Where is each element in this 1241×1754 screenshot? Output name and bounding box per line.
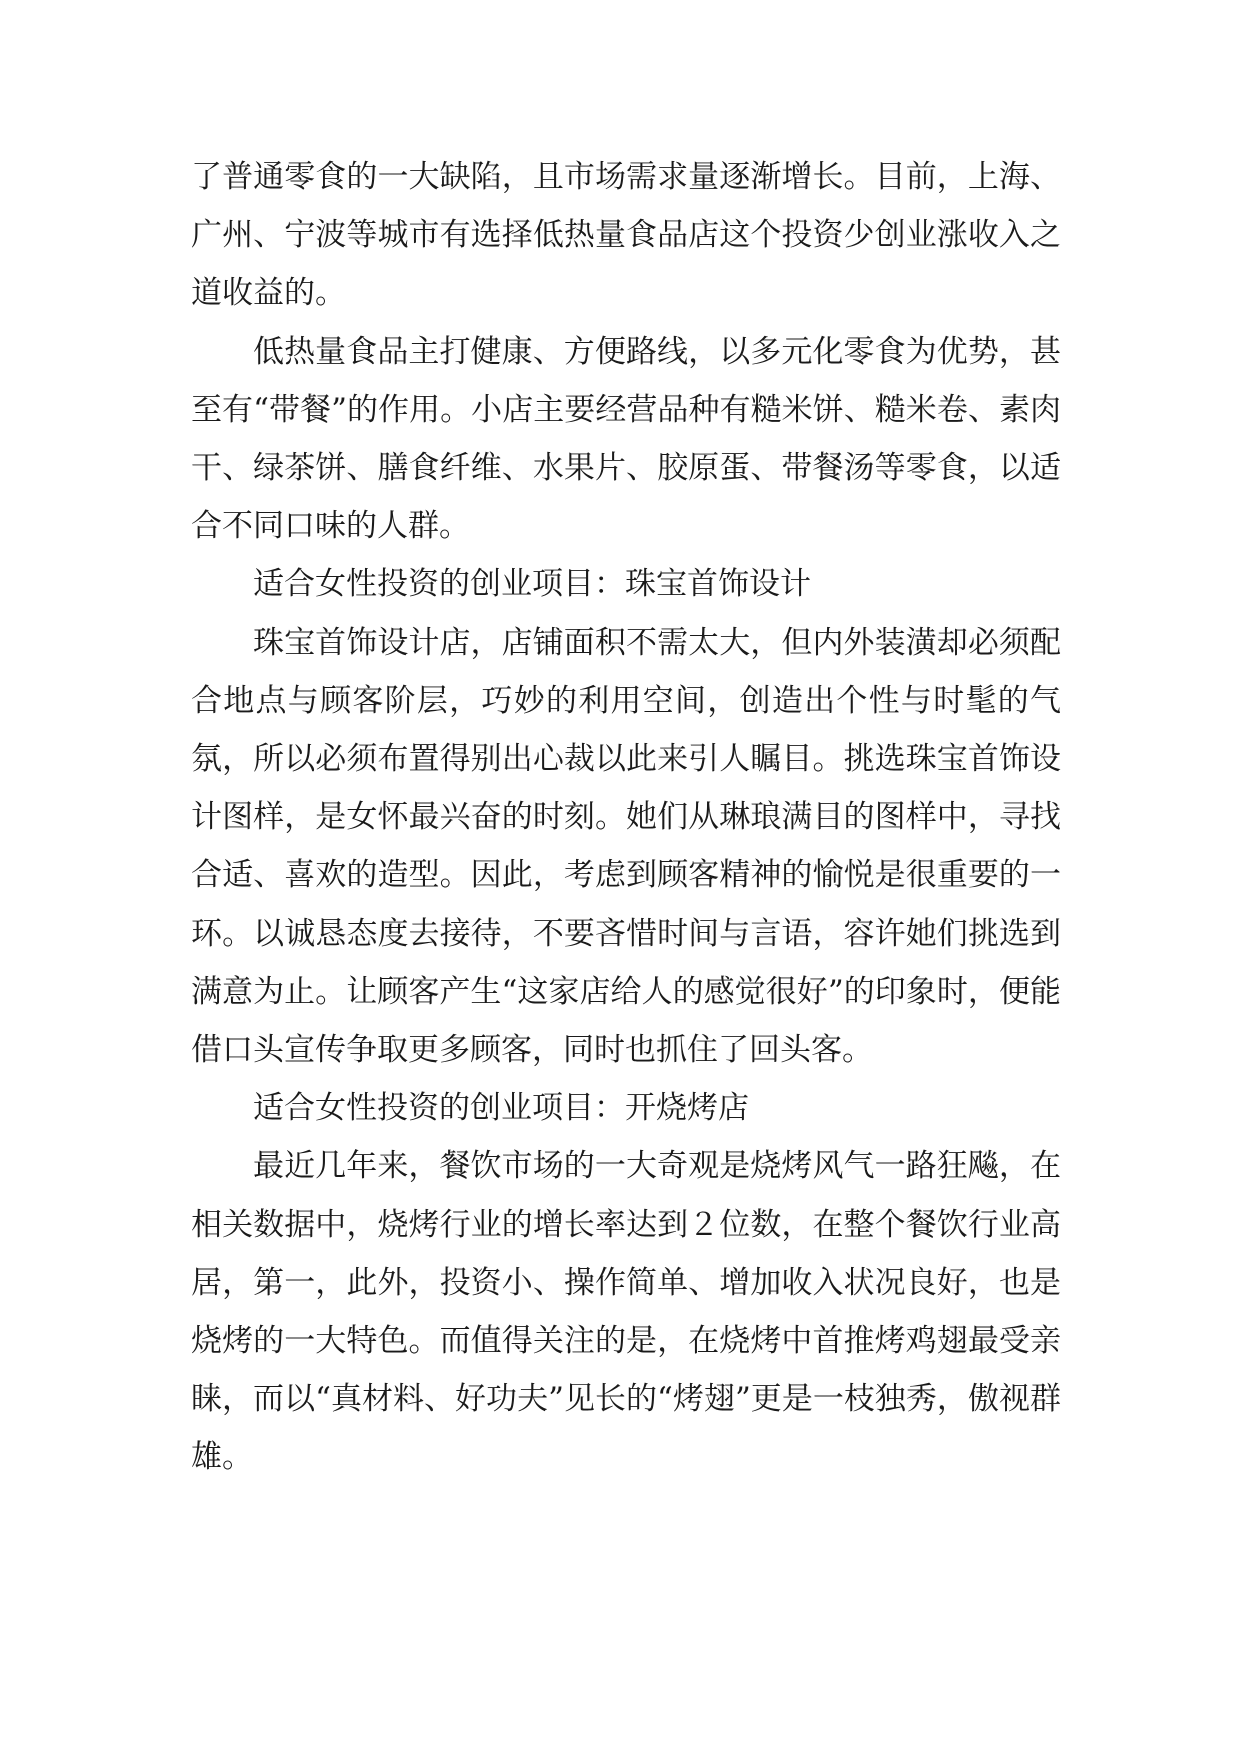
paragraph-continuation: 了普通零食的一大缺陷，且市场需求量逐渐增长。目前，上海、广州、宁波等城市有选择低热量食品店这个投资少创业涨收入之道收益的。 — [191, 159, 1061, 312]
paragraph-barbecue-shop: 最近几年来，餐饮市场的一大奇观是烧烤风气一路狂飚，在相关数据中，烧烤行业的增长率达到２位数，在整个餐饮行业高居，第一，此外，投资小、操作简单、增加收入状况良好，也是烧烤的一大特色。而值得关注的是，在烧烤中首推烤鸡翅最受亲睐，而以“真材料、好功夫”见长的“烤翅”更是一枝独秀，傲视群雄。 — [191, 1148, 1061, 1476]
paragraph-jewelry-design: 珠宝首饰设计店，店铺面积不需太大，但内外装潢却必须配合地点与顾客阶层，巧妙的利用空间，创造出个性与时髦的气氛，所以必须布置得别出心裁以此来引人瞩目。挑选珠宝首饰设计图样，是女怀最兴奋的时刻。她们从琳琅满目的图样中，寻找合适、喜欢的造型。因此，考虑到顾客精神的愉悦是很重要的一环。以诚恳态度去接待，不要吝惜时间与言语，容许她们挑选到满意为止。让顾客产生“这家店给人的感觉很好”的印象时，便能借口头宣传争取更多顾客，同时也抓住了回头客。 — [191, 624, 1061, 1069]
section-heading-jewelry-design: 适合女性投资的创业项目：珠宝首饰设计 — [253, 566, 811, 603]
document-body — [191, 148, 1061, 1487]
paragraph-low-calorie-food: 低热量食品主打健康、方便路线，以多元化零食为优势，甚至有“带餐”的作用。小店主要经营品种有糙米饼、糙米卷、素肉干、绿茶饼、膳食纤维、水果片、胶原蛋、带餐汤等零食，以适合不同口味的人群。 — [191, 333, 1061, 545]
section-heading-barbecue-shop: 适合女性投资的创业项目：开烧烤店 — [253, 1090, 749, 1127]
